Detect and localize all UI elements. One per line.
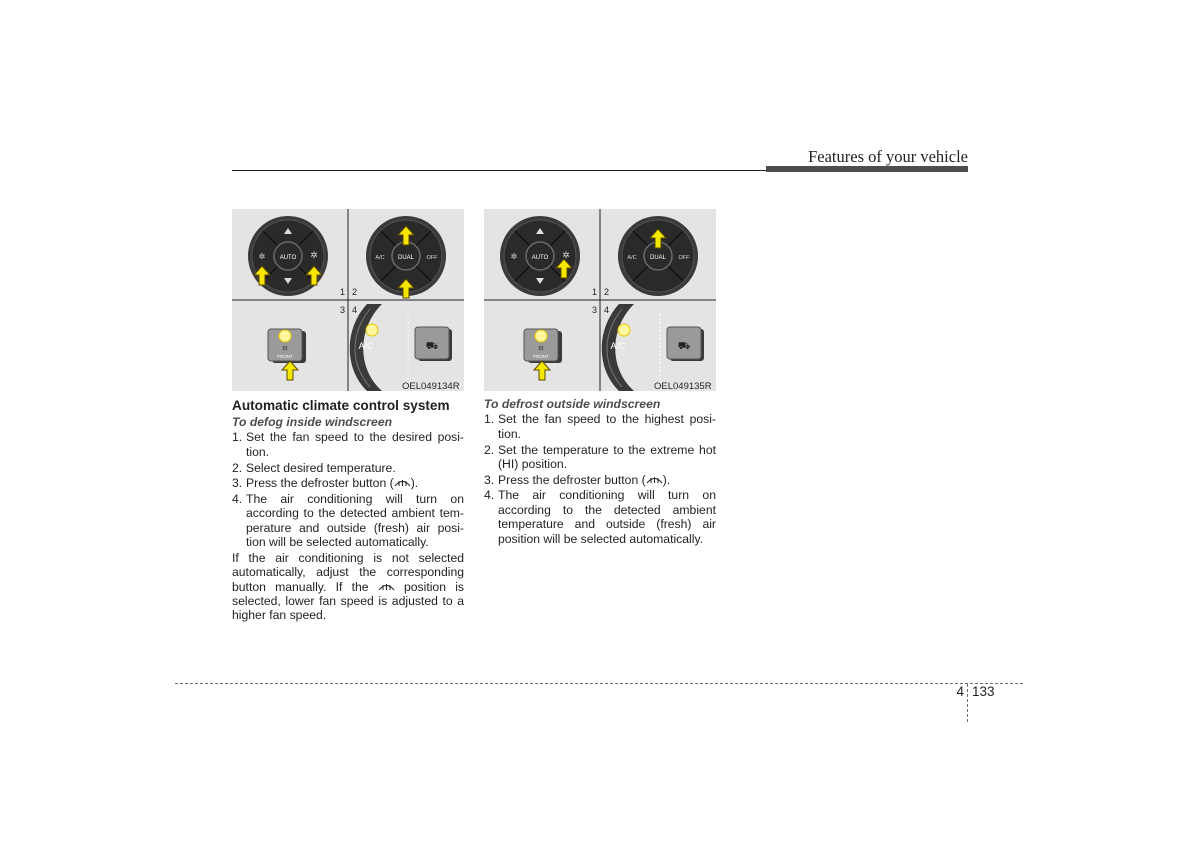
list-item: 4. The air conditioning will turn on according to the detected ambient tem- perature and outside (fresh) air posi- tion will be selected automatically. <box>232 491 464 550</box>
recirculation-icon: ⛟ <box>425 341 439 352</box>
list-item: 1. Set the fan speed to the highest posi- tion. <box>484 412 716 441</box>
svg-text:✲: ✲ <box>258 252 266 261</box>
figure-code: OEL049134R <box>402 381 460 391</box>
ac-large-label: A/C <box>610 341 626 351</box>
dual-button-label: DUAL <box>649 255 667 261</box>
svg-text:𝍖: 𝍖 <box>282 346 288 352</box>
list-item: 4. The air conditioning will turn on according to the detected ambient temperature and outside (fresh) air position will be selected automatically. <box>484 488 716 546</box>
chapter-number: 4 <box>956 684 964 699</box>
panel-number: 4 <box>352 305 358 315</box>
figure-defrost-outside <box>484 209 716 391</box>
svg-text:✲: ✲ <box>310 250 318 260</box>
panel-number: 2 <box>604 287 610 297</box>
auto-button-label: AUTO <box>531 255 549 261</box>
page-number: 133 <box>972 684 995 699</box>
panel-number: 2 <box>352 287 358 297</box>
front-button-label: FRONT <box>533 354 549 359</box>
footer-rule <box>175 683 1023 684</box>
panel-number: 3 <box>592 305 598 315</box>
ac-large-label: A/C <box>358 341 374 351</box>
defroster-icon <box>394 477 411 488</box>
defroster-icon <box>646 474 663 485</box>
recirculation-icon: ⛟ <box>677 341 691 352</box>
note-paragraph: If the air conditioning is not selected automatically, adjust the corresponding button manually. If the position is selected, lower fan speed is adjusted to a higher fan speed. <box>232 550 465 623</box>
section-title: Automatic climate control system <box>232 398 450 413</box>
list-item: 1. Set the fan speed to the desired posi- tion. <box>232 430 464 459</box>
svg-text:✲: ✲ <box>562 250 570 260</box>
defroster-icon <box>378 581 395 592</box>
svg-text:✲: ✲ <box>510 252 518 261</box>
auto-button-label: AUTO <box>279 255 297 261</box>
subsection-title: To defrost outside windscreen <box>484 397 661 411</box>
panel-number: 1 <box>340 287 346 297</box>
header-rule-accent <box>766 166 968 172</box>
off-button-label: OFF <box>426 255 438 261</box>
figure-code: OEL049135R <box>654 381 712 391</box>
dual-button-label: DUAL <box>397 255 415 261</box>
front-button-label: FRONT <box>277 354 293 359</box>
steps-list <box>484 412 716 546</box>
ac-button-label: A/C <box>375 255 385 261</box>
subsection-title: To defog inside windscreen <box>232 415 393 429</box>
panel-number: 3 <box>340 305 346 315</box>
right-column <box>484 396 716 547</box>
off-button-label: OFF <box>678 255 690 261</box>
list-item: 3. Press the defroster button ( ). <box>484 472 671 487</box>
left-column <box>232 396 464 623</box>
header-rule <box>232 170 768 171</box>
svg-text:𝍖: 𝍖 <box>538 346 544 352</box>
list-item: 2. Select desired temperature. <box>232 460 396 475</box>
footer-divider <box>967 684 968 722</box>
figure-defog-inside <box>232 209 464 391</box>
steps-list <box>232 430 464 549</box>
list-item: 2. Set the temperature to the extreme hot (HI) position. <box>484 442 716 471</box>
running-header: Features of your vehicle <box>808 147 968 166</box>
list-item: 3. Press the defroster button ( ). <box>232 476 419 491</box>
panel-number: 1 <box>592 287 598 297</box>
panel-number: 4 <box>604 305 610 315</box>
ac-button-label: A/C <box>627 255 637 261</box>
